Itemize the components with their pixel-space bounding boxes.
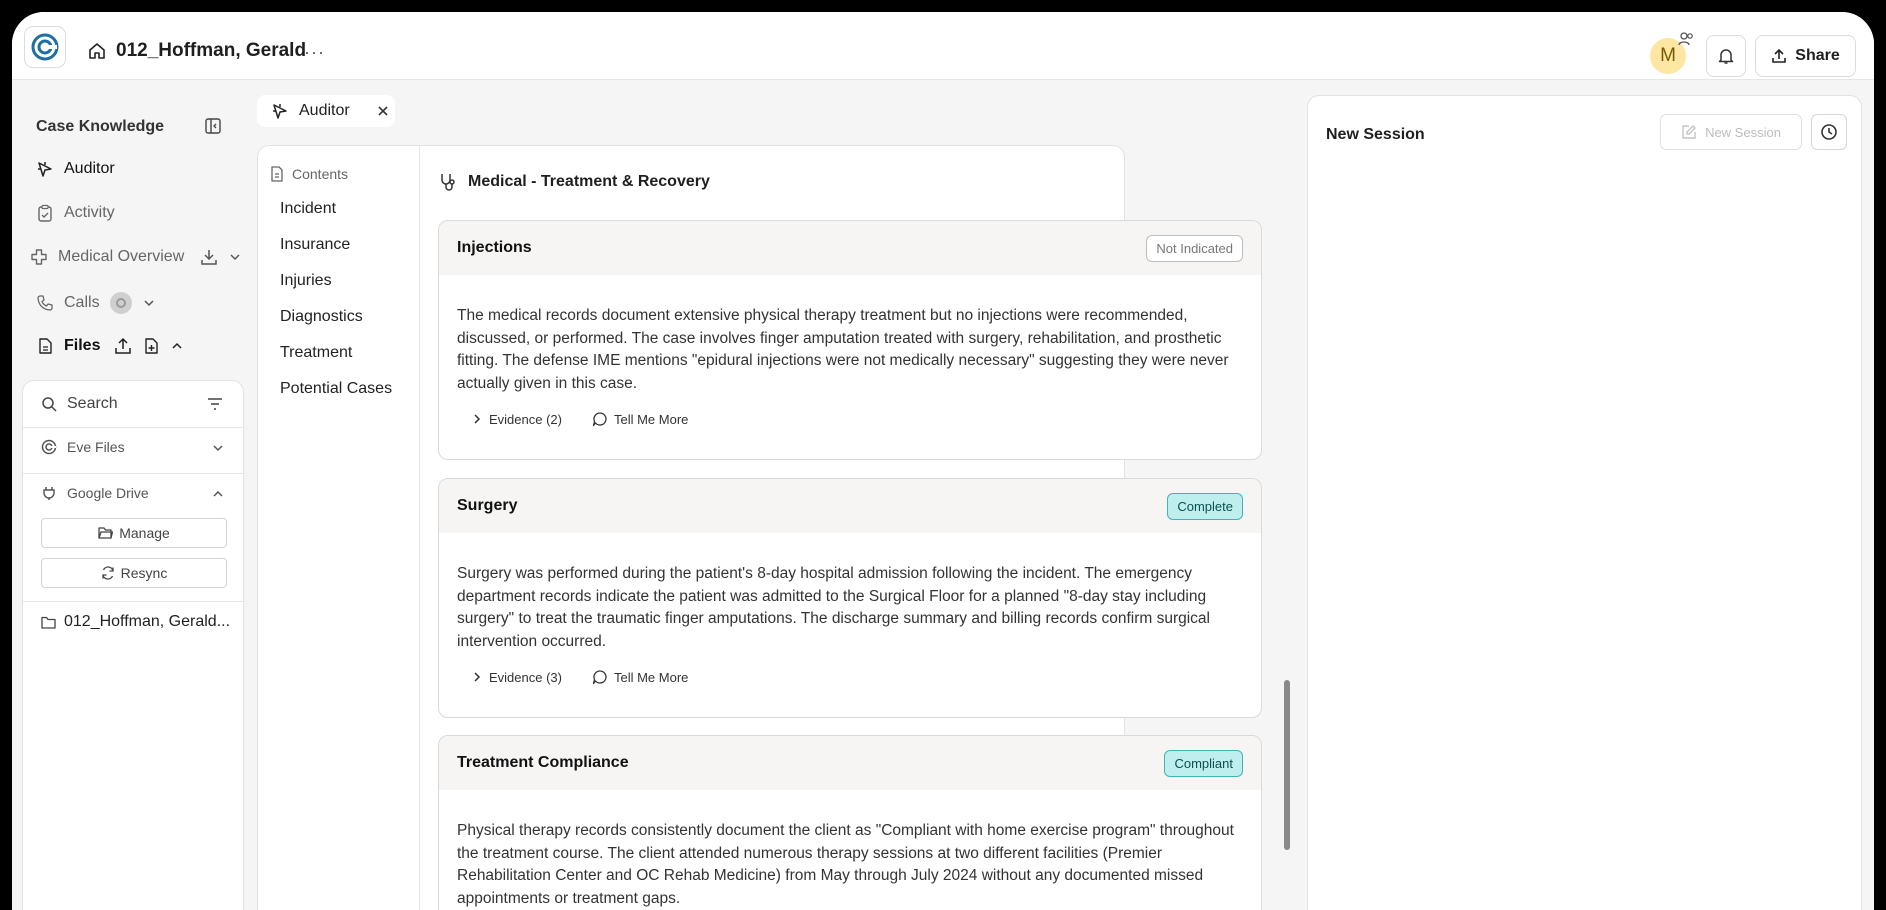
phone-icon [36,294,54,312]
auditor-content [257,145,1234,910]
share-button[interactable] [1755,35,1856,77]
scrollbar[interactable] [1284,680,1290,850]
eve-logo-icon [30,32,60,62]
session-title: New Session [1326,126,1425,143]
audit-card-surgery [438,478,1262,718]
collapse-sidebar-icon[interactable] [204,117,222,135]
home-icon[interactable] [88,42,106,60]
filter-icon[interactable] [206,395,224,413]
clock-icon [1820,123,1838,141]
section-title: Medical - Treatment & Recovery [438,172,710,192]
divider [23,473,243,474]
chevron-down-icon[interactable] [228,250,242,264]
chevron-right-icon [471,413,483,425]
avatar[interactable]: M [1650,38,1686,74]
folder-open-icon [98,526,113,540]
file-icon [36,337,54,355]
audit-card-treatment-compliance [438,735,1262,910]
history-button[interactable] [1811,114,1847,150]
upload-icon [1771,48,1787,64]
app-logo[interactable] [24,26,66,68]
folder-icon [41,616,56,629]
google-drive-label: Google Drive [67,485,149,501]
search-icon [41,396,57,412]
sidebar-item-calls[interactable] [36,292,156,314]
manage-button[interactable] [41,518,227,548]
status-badge: Complete [1167,493,1243,520]
bell-icon [1717,47,1735,65]
divider [23,601,243,602]
toc-item-injuries[interactable]: Injuries [280,272,332,289]
top-bar [12,12,1874,80]
new-session-button[interactable]: New Session [1660,114,1802,150]
sidebar-item-medical-overview[interactable] [30,248,242,266]
sidebar-item-activity[interactable] [36,204,115,222]
eve-logo-icon [41,439,57,455]
main-panel [420,146,1234,910]
search-placeholder: Search [67,395,118,412]
card-title: Surgery [457,497,518,514]
more-options-icon[interactable]: ··· [304,42,325,62]
toc-item-incident[interactable]: Incident [280,200,337,217]
sidebar-item-label: Calls [64,294,100,311]
stethoscope-icon [438,172,458,192]
evidence-toggle[interactable]: Evidence (2) [471,412,562,427]
tab-auditor[interactable] [257,95,395,127]
chevron-up-icon[interactable] [211,487,225,501]
upload-icon[interactable] [114,337,132,355]
sidebar-item-files[interactable] [36,337,184,355]
resync-label: Resync [120,565,168,581]
card-body: Physical therapy records consistently document the client as "Compliant with home exercise program" throughout the treatment course. The client attended numerous therapy sessions at two different facilities (Premier Rehabilitation Center and OC Rehab Medicine) from May through July 2024 without any documented missed appointments or treatment gaps. [457,822,1234,907]
chat-bubble-icon [592,411,608,427]
toc-item-insurance[interactable]: Insurance [280,236,351,253]
tab-label: Auditor [299,102,350,119]
app-window [12,12,1874,910]
evidence-toggle[interactable]: Evidence (3) [471,670,562,685]
eve-files-label: Eve Files [67,439,125,455]
close-icon[interactable] [376,104,390,118]
sidebar-item-label: Medical Overview [58,248,185,265]
card-title: Treatment Compliance [457,754,629,771]
card-body: Surgery was performed during the patient's 8-day hospital admission following the incident. The emergency department records indicate the patient was admitted to the Surgical Floor for a planned "8-day stay including surgery" to treat the traumatic finger amputations. The discharge summary and billing records confirm surgical intervention occurred. [457,565,1210,650]
sidebar-item-label: Activity [64,204,115,221]
tell-me-more-button[interactable]: Tell Me More [592,669,688,685]
chat-bubble-icon [592,669,608,685]
card-title: Injections [457,239,532,256]
auditor-icon [271,102,289,120]
table-of-contents [258,146,420,910]
share-label: Share [1795,47,1840,64]
refresh-icon [101,566,115,580]
case-title: 012_Hoffman, Gerald [116,40,307,61]
resync-button[interactable] [41,558,227,588]
folder-item[interactable] [41,613,230,631]
sidebar [12,80,256,910]
toc-item-treatment[interactable]: Treatment [280,344,353,361]
tell-me-more-button[interactable]: Tell Me More [592,411,688,427]
edit-icon [1681,124,1697,140]
clipboard-icon [36,204,54,222]
calls-status-icon [110,292,132,314]
sidebar-item-label: Files [64,337,101,354]
auditor-icon [36,160,54,178]
toc-item-potential-cases[interactable]: Potential Cases [280,380,393,397]
toc-item-diagnostics[interactable]: Diagnostics [280,308,363,325]
manage-label: Manage [119,525,170,541]
sidebar-heading: Case Knowledge [36,118,165,135]
chevron-up-icon[interactable] [170,339,184,353]
audit-card-injections [438,220,1262,460]
eve-files-section[interactable] [41,439,125,455]
files-panel [22,380,244,910]
google-drive-section[interactable] [41,485,149,501]
status-badge: Compliant [1164,750,1243,777]
download-icon[interactable] [200,248,218,266]
search-input[interactable] [41,395,118,413]
medical-cross-icon [30,248,48,266]
chevron-down-icon[interactable] [142,296,156,310]
chevron-right-icon [471,671,483,683]
chevron-down-icon[interactable] [211,441,225,455]
sidebar-item-label: Auditor [64,160,115,177]
notifications-button[interactable] [1706,35,1746,77]
sidebar-item-auditor[interactable] [36,160,115,178]
folder-label: 012_Hoffman, Gerald... [64,613,231,630]
session-panel [1307,95,1862,910]
document-icon [270,166,284,182]
divider [23,427,243,428]
plug-icon [41,485,57,501]
team-icon [1678,32,1694,46]
card-body: The medical records document extensive physical therapy treatment but no injections were recommended, discussed, or performed. The case involves finger amputation treated with surgery, rehabilitation, and prosthetic fitting. The defense IME mentions "epidural injections were not medically necessary" suggesting they were never actually given in this case. [457,307,1229,392]
add-file-icon[interactable] [142,337,160,355]
toc-heading: Contents [270,166,348,182]
status-badge: Not Indicated [1146,235,1243,262]
